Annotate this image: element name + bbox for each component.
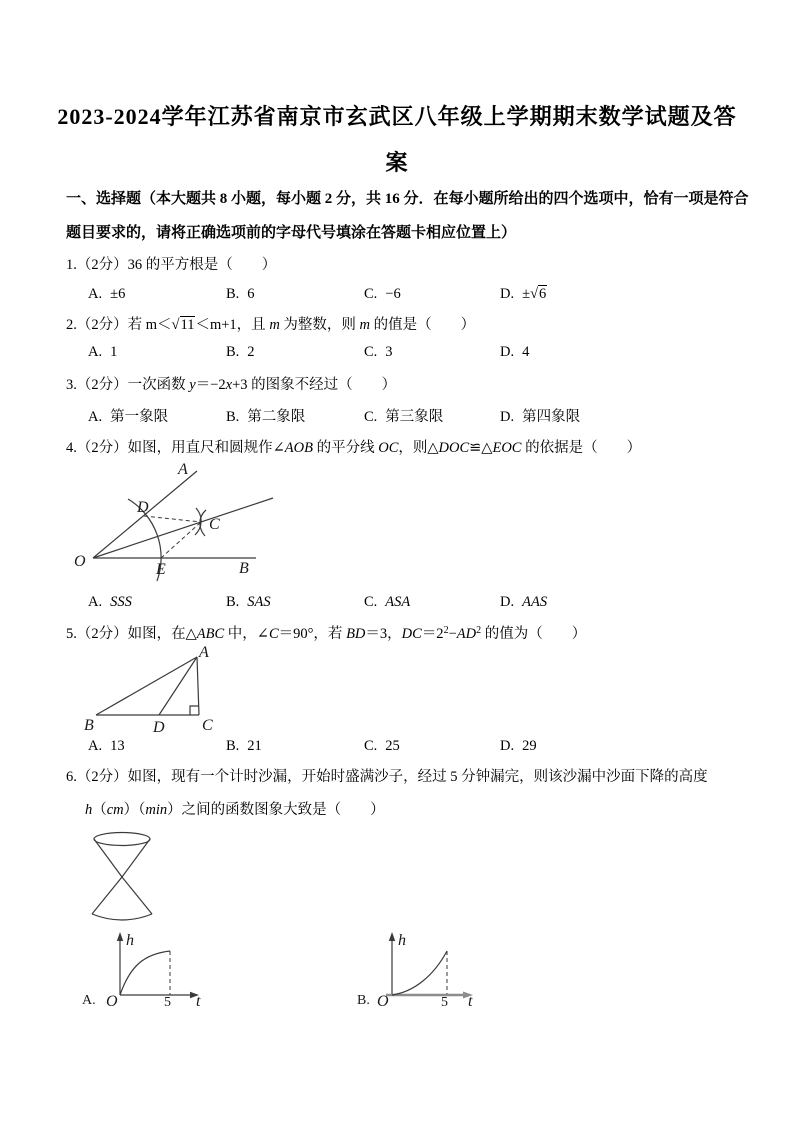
q3-option-c [364,405,443,426]
label-c: C [209,516,220,533]
q3-option-a [88,405,168,426]
label-c: C [202,717,213,734]
label-d: D [137,499,149,516]
q5-option-c [364,738,400,755]
option-value: ±√6 [522,286,547,302]
label-d: D [153,719,165,736]
option-letter: B. [226,594,240,610]
q5-options [0,738,794,762]
option-value: 29 [522,738,537,754]
q2-stem: 2.（2分）若 m＜√11＜m+1，且 m 为整数，则 m 的值是（ ） [66,317,476,333]
t-axis-label: t [196,993,201,1010]
hourglass-lower-right [122,877,152,914]
dashed-ec [161,522,201,558]
option-value: SAS [247,594,271,610]
option-letter: D. [500,286,515,302]
option-letter: A. [88,409,103,425]
q6-stem-line2: h（cm）（min）之间的函数图象大致是（ ） [85,802,385,818]
label-b: B [84,717,94,734]
q3-option-b [226,405,305,426]
label-o: O [74,553,86,570]
q3-option-d [500,405,580,426]
option-letter: C. [364,286,378,302]
option-value: 第二象限 [247,409,306,425]
label-e: E [156,561,166,578]
q1-option-d [500,286,547,303]
option-letter: C. [364,344,378,360]
t-axis-label: t [468,993,473,1010]
q6-graph-option-b [355,928,495,1013]
option-value: 第四象限 [522,409,581,425]
q5-option-a [88,738,125,755]
q2-option-d [500,344,529,361]
q6-figure-hourglass [85,824,165,929]
section-intro-line1: 一、选择题（本大题共 8 小题，每小题 2 分，共 16 分．在每小题所给出的四个选项中，恰有一项是符合 [66,191,749,207]
option-value: 1 [110,344,118,360]
page-title-line2: 案 [385,150,409,175]
page-title-line1: 2023-2024学年江苏省南京市玄武区八年级上学期期末数学试题及答 [57,104,737,129]
option-value: 第三象限 [385,409,444,425]
option-letter: B. [226,738,240,754]
option-letter: B. [226,409,240,425]
q4-options [0,594,794,618]
q6-graph-option-a [80,928,220,1013]
section-intro-line2: 题目要求的，请将正确选项前的字母代号填涂在答题卡相应位置上） [66,225,517,241]
q3-stem: 3.（2分）一次函数 y＝−2x+3 的图象不经过（ ） [66,377,397,393]
option-letter: D. [500,344,515,360]
q4-option-b [226,594,271,611]
q4-stem: 4.（2分）如图，用直尺和圆规作∠AOB 的平分线 OC，则△DOC≌△EOC 的依据是（ ） [66,440,642,456]
tick-5-label: 5 [441,995,448,1010]
option-letter: A. [88,738,103,754]
option-letter: D. [500,594,515,610]
q2-options [0,344,794,368]
q4-option-a [88,594,132,611]
option-value: AAS [522,594,548,610]
q5-figure-right-triangle [60,645,250,745]
q2-option-c [364,344,393,361]
hourglass-lower-left [92,877,122,914]
graph-b-letter: B. [357,993,370,1008]
q2-option-b [226,344,255,361]
hourglass-top-rim [94,833,150,846]
origin-label: O [106,993,118,1010]
option-letter: A. [88,594,103,610]
option-value: 第一象限 [110,409,169,425]
label-a: A [178,461,188,478]
option-letter: C. [364,409,378,425]
option-letter: A. [88,344,103,360]
q3-options [0,405,794,429]
option-value: SSS [110,594,132,610]
q1-option-b [226,286,255,303]
q1-option-a [88,286,125,303]
q5-option-d [500,738,537,755]
label-a: A [199,644,209,661]
option-letter: C. [364,738,378,754]
q6-stem-line1: 6.（2分）如图，现有一个计时沙漏，开始时盛满沙子，经过 5 分钟漏完，则该沙漏中沙面下降的高度 [66,769,708,785]
q4-figure-angle-bisector [60,460,300,600]
ray-oc-bisector [93,498,273,558]
q1-option-c [364,286,401,303]
q4-option-c [364,594,410,611]
option-value: 13 [110,738,125,754]
right-angle-mark [190,706,199,715]
q4-option-d [500,594,547,611]
option-letter: D. [500,738,515,754]
origin-label: O [377,993,389,1010]
graph-a-letter: A. [82,993,96,1008]
option-letter: D. [500,409,515,425]
convex-curve [392,951,447,995]
option-value: ±6 [110,286,126,302]
option-value: −6 [385,286,401,302]
option-value: 25 [385,738,400,754]
option-letter: A. [88,286,103,302]
option-value: ASA [385,594,411,610]
option-value: 21 [247,738,262,754]
q1-options [0,286,794,310]
q1-stem: 1.（2分）36 的平方根是（ ） [66,257,277,273]
option-letter: B. [226,286,240,302]
option-value: 4 [522,344,530,360]
option-value: 2 [247,344,255,360]
concave-curve [120,951,170,995]
q5-option-b [226,738,262,755]
tick-5-label: 5 [164,995,171,1010]
option-value: 3 [385,344,393,360]
h-axis-label: h [126,932,134,949]
h-axis-label: h [398,932,406,949]
dashed-dc [144,516,201,522]
option-value: 6 [247,286,255,302]
y-axis-arrow [389,932,395,941]
side-ba [96,657,197,715]
q2-option-a [88,344,117,361]
option-letter: C. [364,594,378,610]
hourglass-bottom-arc [92,914,152,920]
y-axis-arrow [117,932,123,941]
q5-stem: 5.（2分）如图，在△ABC 中，∠C＝90°，若 BD＝3，$DC=2^2-AD^2$ 的值为（ ） [66,625,587,642]
option-letter: B. [226,344,240,360]
label-b: B [239,560,249,577]
